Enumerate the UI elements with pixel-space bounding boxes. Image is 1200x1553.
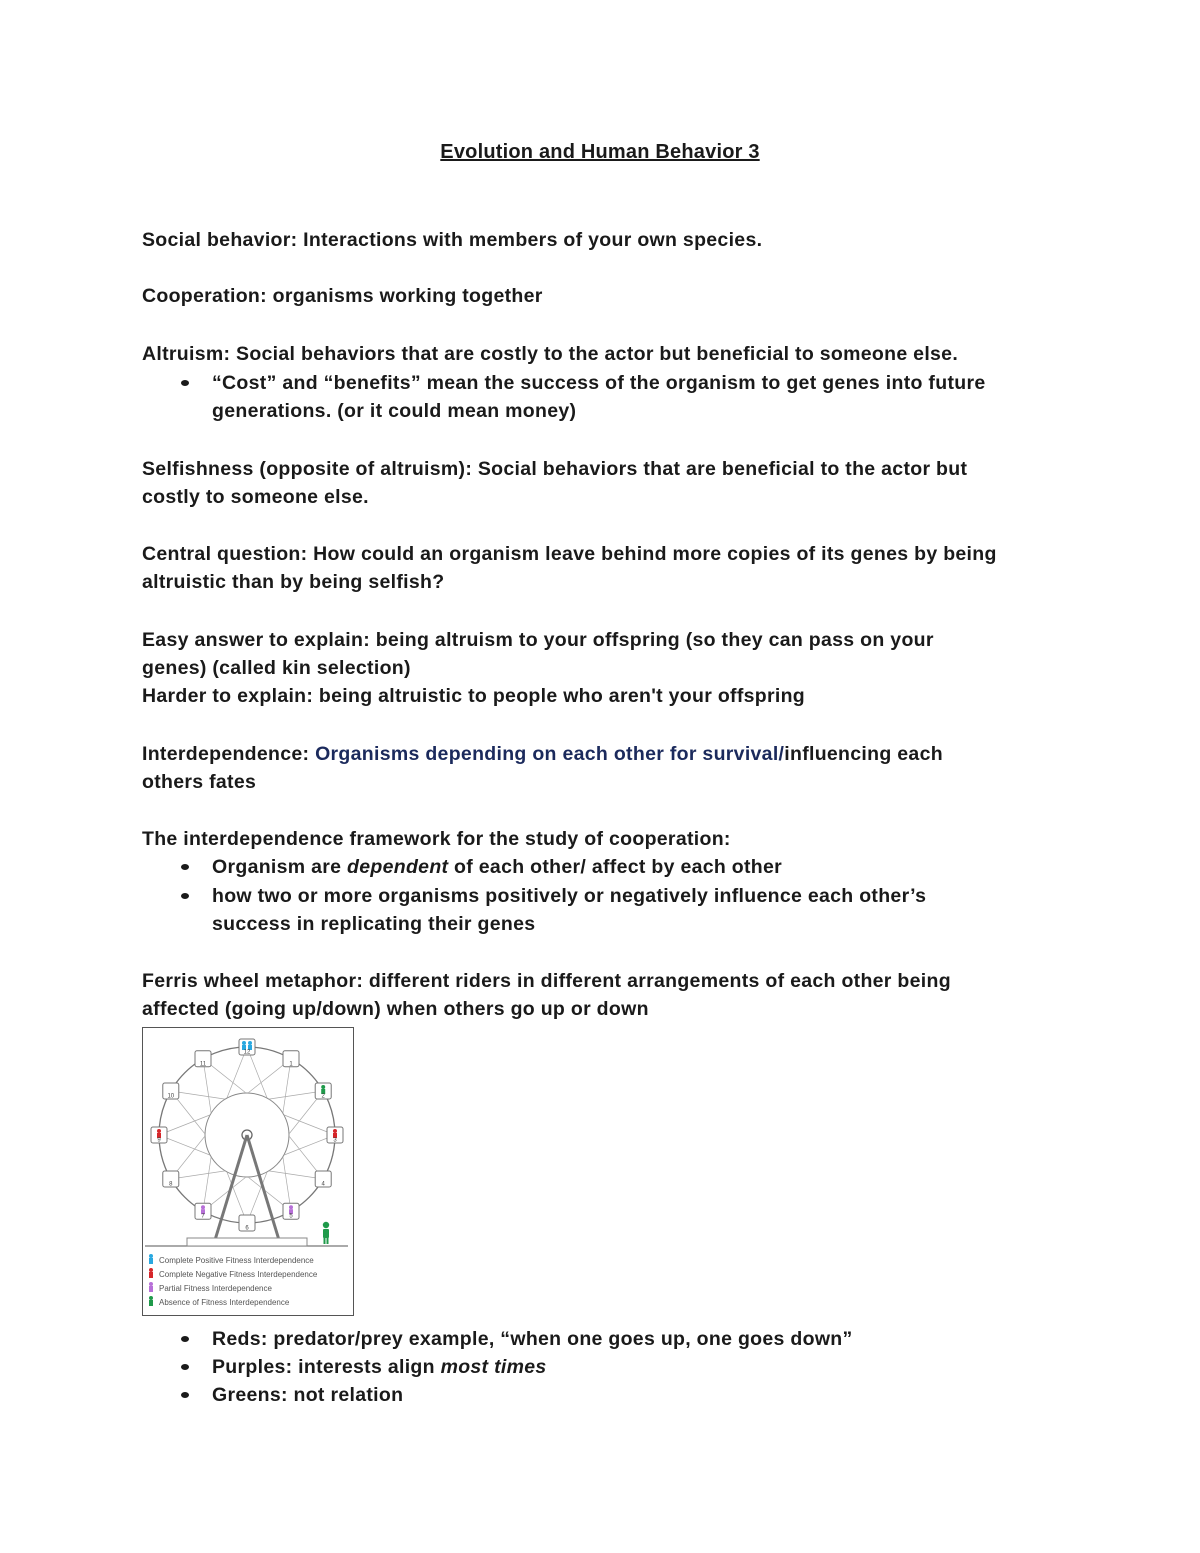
cabin-number: 7 bbox=[201, 1213, 205, 1220]
interdependence-label: Interdependence: bbox=[142, 743, 316, 765]
legend-label: Complete Positive Fitness Interdependence bbox=[159, 1256, 314, 1265]
central-question-line1: Central question: How could an organism leave behind more copies of its genes by being bbox=[142, 543, 997, 565]
legend-entry bbox=[149, 1254, 314, 1265]
cabin-number: 5 bbox=[289, 1213, 293, 1220]
legend-person-icon bbox=[149, 1268, 153, 1272]
cooperation-definition: Cooperation: organisms working together bbox=[142, 285, 543, 307]
altruism-definition: Altruism: Social behaviors that are costly to the actor but beneficial to someone else. bbox=[142, 343, 959, 365]
framework-heading: The interdependence framework for the study of cooperation: bbox=[142, 828, 731, 850]
cabin-4 bbox=[315, 1171, 331, 1188]
easy-answer-line1: Easy answer to explain: being altruism to your offspring (so they can pass on your bbox=[142, 629, 934, 651]
legend-person-icon bbox=[149, 1254, 153, 1258]
cabin-number: 2 bbox=[321, 1093, 325, 1100]
interdependence-definition bbox=[142, 740, 943, 769]
cabin-5 bbox=[283, 1203, 299, 1220]
cabin-10 bbox=[163, 1083, 179, 1100]
cabin-8 bbox=[163, 1171, 179, 1188]
ferris-metaphor-line1: Ferris wheel metaphor: different riders in different arrangements of each other being bbox=[142, 970, 951, 992]
cabin-number: 10 bbox=[167, 1093, 175, 1100]
selfishness-line2: costly to someone else. bbox=[142, 486, 369, 508]
legend-entry bbox=[149, 1296, 290, 1307]
legend-label: Absence of Fitness Interdependence bbox=[159, 1298, 290, 1307]
page-title: Evolution and Human Behavior 3 bbox=[440, 141, 760, 163]
reds-text: Reds: predator/prey example, “when one goes up, one goes down” bbox=[212, 1328, 853, 1350]
bullet-icon bbox=[181, 1336, 189, 1342]
interdependence-line2: others fates bbox=[142, 771, 257, 793]
easy-answer-line2: genes) (called kin selection) bbox=[142, 657, 411, 679]
cabin-number: 9 bbox=[157, 1137, 161, 1144]
bullet-icon bbox=[181, 380, 189, 386]
legend-label: Partial Fitness Interdependence bbox=[159, 1284, 272, 1293]
cabin-1 bbox=[283, 1051, 299, 1068]
legend-entry bbox=[149, 1268, 318, 1279]
framework-bullet1 bbox=[212, 853, 782, 882]
reds-bullet bbox=[212, 1325, 853, 1354]
ferris-wheel-figure bbox=[142, 1027, 354, 1316]
cabin-2 bbox=[315, 1083, 331, 1100]
cabin-number: 1 bbox=[289, 1061, 293, 1068]
cabin-number: 12 bbox=[243, 1049, 251, 1056]
cabin-12 bbox=[239, 1039, 255, 1056]
bullet-icon bbox=[181, 864, 189, 870]
cabin-11 bbox=[195, 1051, 211, 1068]
framework-bullet2 bbox=[212, 882, 926, 911]
cabin-number: 6 bbox=[245, 1225, 249, 1232]
cabin-number: 8 bbox=[169, 1181, 173, 1188]
purples-bullet bbox=[212, 1353, 547, 1382]
framework-bullet1-post: of each other/ affect by each other bbox=[448, 856, 783, 878]
legend-entry bbox=[149, 1282, 273, 1293]
framework-bullet2-line2: success in replicating their genes bbox=[212, 913, 536, 935]
figure-legend bbox=[149, 1254, 318, 1307]
greens-bullet bbox=[212, 1381, 403, 1410]
cabin-number: 4 bbox=[321, 1181, 325, 1188]
altruism-bullet-line2: generations. (or it could mean money) bbox=[212, 400, 577, 422]
framework-bullet1-pre: Organism are bbox=[212, 856, 348, 878]
interdependence-definition-part2: influencing each bbox=[784, 743, 943, 765]
purples-text-pre: Purples: interests align bbox=[212, 1356, 441, 1378]
harder-to-explain: Harder to explain: being altruistic to people who aren't your offspring bbox=[142, 685, 805, 707]
cabin-6 bbox=[239, 1215, 255, 1232]
central-question-line2: altruistic than by being selfish? bbox=[142, 571, 445, 593]
interdependence-definition-part1: Organisms depending on each other for survival/ bbox=[315, 743, 785, 765]
bullet-icon bbox=[181, 893, 189, 899]
cabin-3 bbox=[327, 1127, 343, 1144]
legend-label: Complete Negative Fitness Interdependence bbox=[159, 1270, 318, 1279]
greens-text: Greens: not relation bbox=[212, 1384, 404, 1406]
ferris-metaphor-line2: affected (going up/down) when others go up or down bbox=[142, 998, 649, 1020]
framework-bullet2-line1: how two or more organisms positively or negatively influence each other’s bbox=[212, 885, 927, 907]
bullet-icon bbox=[181, 1392, 189, 1398]
altruism-bullet-line1: “Cost” and “benefits” mean the success of the organism to get genes into future bbox=[212, 372, 986, 394]
cabin-number: 11 bbox=[199, 1061, 207, 1068]
cabin-7 bbox=[195, 1203, 211, 1220]
social-behavior-definition: Social behavior: Interactions with members of your own species. bbox=[142, 229, 763, 251]
bullet-icon bbox=[181, 1364, 189, 1370]
cabin-number: 3 bbox=[333, 1137, 337, 1144]
standalone-green-rider bbox=[323, 1222, 329, 1244]
framework-bullet1-em: dependent bbox=[347, 856, 449, 878]
altruism-bullet bbox=[212, 369, 985, 398]
purples-text-em: most times bbox=[440, 1356, 547, 1378]
legend-person-icon bbox=[149, 1282, 153, 1286]
wheel-base bbox=[187, 1238, 307, 1246]
cabin-9 bbox=[151, 1127, 167, 1144]
selfishness-line1: Selfishness (opposite of altruism): Social behaviors that are beneficial to the actor but bbox=[142, 458, 968, 480]
ferris-wheel-diagram bbox=[143, 1028, 352, 1314]
legend-person-icon bbox=[149, 1296, 153, 1300]
